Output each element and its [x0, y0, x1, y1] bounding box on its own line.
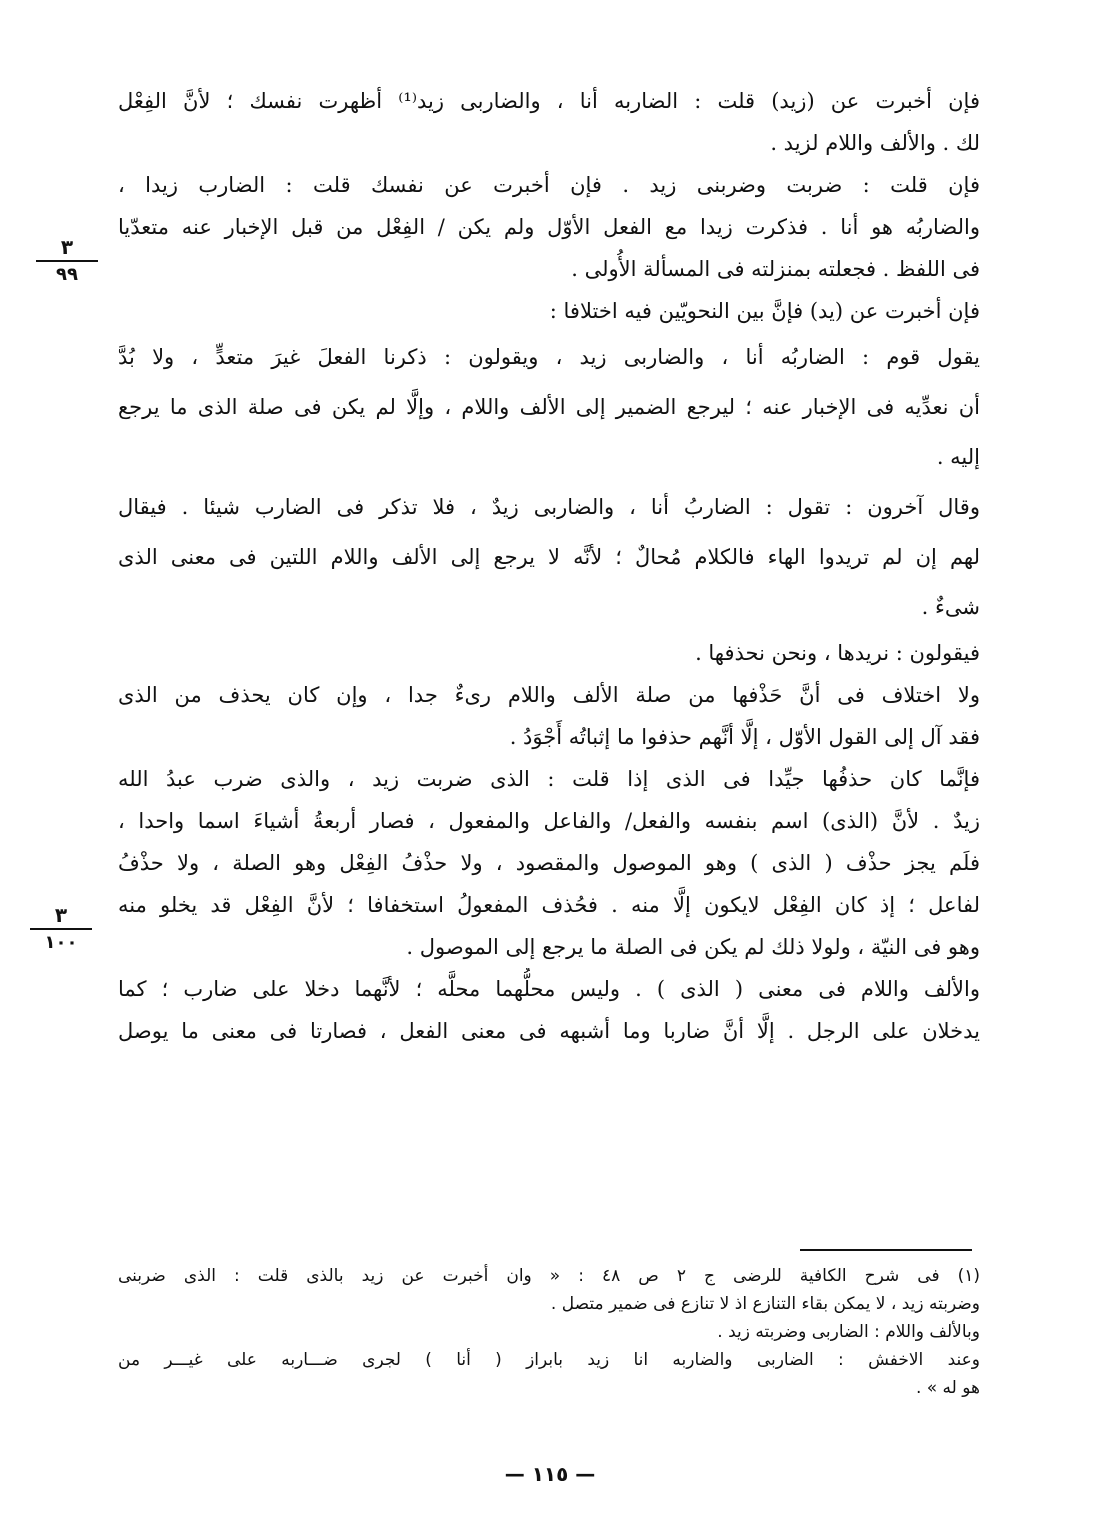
text-line: والضاربُه هو أنا . فذكرت زيدا مع الفعل الأوّل ولم يكن / الفِعْل من قبل الإخبار عنه متعدّيا	[118, 215, 980, 239]
footnote-separator	[800, 1249, 972, 1251]
footnote-line: (١) فى شرح الكافية للرضى ج ٢ ص ٤٨ : « وان أخبرت عن زيد بالذى قلت : الذى ضربنى	[118, 1266, 980, 1286]
text-line: يقول قوم : الضاربُه أنا ، والضاربى زيد ، ويقولون : ذكرنا الفعلَ غيرَ متعدٍّ ، ولا بُدَّ	[118, 345, 980, 369]
text-line: وهو فى النيّة ، ولولا ذلك لم يكن فى الصلة ما يرجع إلى الموصول .	[406, 935, 980, 959]
text-line: لهم إن لم تريدوا الهاء فالكلام مُحالٌ ؛ لأنَّه لا يرجع إلى الألف واللام اللتين فى معنى الذى	[118, 545, 980, 569]
text-line: ولا اختلاف فى أنَّ حَذْفها من صلة الألف واللام رىءٌ جدا ، وإن كان يحذف من الذى	[118, 683, 980, 707]
margin-ref-divider	[30, 928, 92, 930]
text-line: لفاعل ؛ إذ كان الفِعْل لايكون إلَّا منه . فحُذف المفعولُ استخفافا ؛ لأنَّ الفِعْل قد يخلو منه	[118, 893, 980, 917]
text-line: فقد آل إلى القول الأوّل ، إلَّا أنَّهم حذفوا ما إثباتُه أَجْوَدُ .	[509, 725, 980, 749]
footnote-line: وعند الاخفش : الضاربى والضاربه انا زيد بابراز ( أنا ) لجرى ضـــاربه على غيـــر من	[118, 1350, 980, 1370]
margin-ref-divider	[36, 260, 98, 262]
text-line: أن نعدِّيه فى الإخبار عنه ؛ ليرجع الضمير إلى الألف واللام ، وإلَّا لم يكن فى صلة الذى ما يرجع	[118, 395, 980, 419]
footnote-line: وضربته زيد ، لا يمكن بقاء التنازع اذ لا تنازع فى ضمير متصل .	[550, 1294, 980, 1314]
text-line: زيدٌ . لأنَّ (الذى) اسم بنفسه والفعل/ والفاعل والمفعول ، فصار أربعةُ أشياءَ اسما واحدا ،	[118, 809, 980, 833]
footnote-line: وبالألف واللام : الضاربى وضربته زيد .	[717, 1322, 980, 1342]
text-line: لك . والألف واللام لزيد .	[770, 131, 980, 155]
text-line: فإن قلت : ضربت وضربنى زيد . فإن أخبرت عن نفسك قلت : الضارب زيدا ،	[118, 173, 980, 197]
margin-page-reference	[36, 236, 98, 286]
text-line: فإن أخبرت عن (زيد) قلت : الضاربه أنا ، والضاربى زيد⁽¹⁾ أظهرت نفسك ؛ لأنَّ الفِعْل	[118, 89, 980, 113]
text-line: فلَم يجز حذْف ( الذى ) وهو الموصول والمقصود ، ولا حذْفُ الفِعْل وهو الصلة ، ولا حذْفُ	[118, 851, 980, 875]
text-line: فإن أخبرت عن (يد) فإنَّ بين النحويّين فيه اختلافا :	[549, 299, 980, 323]
text-line: وقال آخرون : تقول : الضاربُ أنا ، والضاربى زيدٌ ، فلا تذكر فى الضارب شيئا . فيقال	[118, 495, 980, 519]
footnotes-block	[118, 1262, 980, 1402]
text-line: فى اللفظ . فجعلته بمنزلته فى المسألة الأُولى .	[571, 257, 980, 281]
page-number: — ١١٥ —	[504, 1462, 596, 1486]
text-line: شىءٌ .	[921, 595, 980, 619]
margin-ref-volume: ٣	[60, 235, 74, 259]
margin-ref-volume: ٣	[54, 903, 68, 927]
margin-ref-page: ٩٩	[56, 264, 78, 285]
text-line: فيقولون : نريدها ، ونحن نحذفها .	[695, 641, 980, 665]
margin-page-reference	[30, 904, 92, 954]
text-line: والألف واللام فى معنى ( الذى ) . وليس محلُّهما محلَّه ؛ لأنَّهما دخلا على ضارب ؛ كما	[118, 977, 980, 1001]
margin-ref-page: ١٠٠	[44, 932, 78, 953]
main-text-block	[118, 80, 980, 1052]
footnote-line: هو له » .	[915, 1378, 980, 1398]
text-line: يدخلان على الرجل . إلَّا أنَّ ضاربا وما أشبهه فى معنى الفعل ، فصارتا فى معنى ما يوصل	[118, 1019, 980, 1043]
text-line: إليه .	[936, 445, 980, 469]
text-line: فإنَّما كان حذفُها جيِّدا فى الذى إذا قلت : الذى ضربت زيد ، والذى ضرب عبدُ الله	[118, 767, 980, 791]
